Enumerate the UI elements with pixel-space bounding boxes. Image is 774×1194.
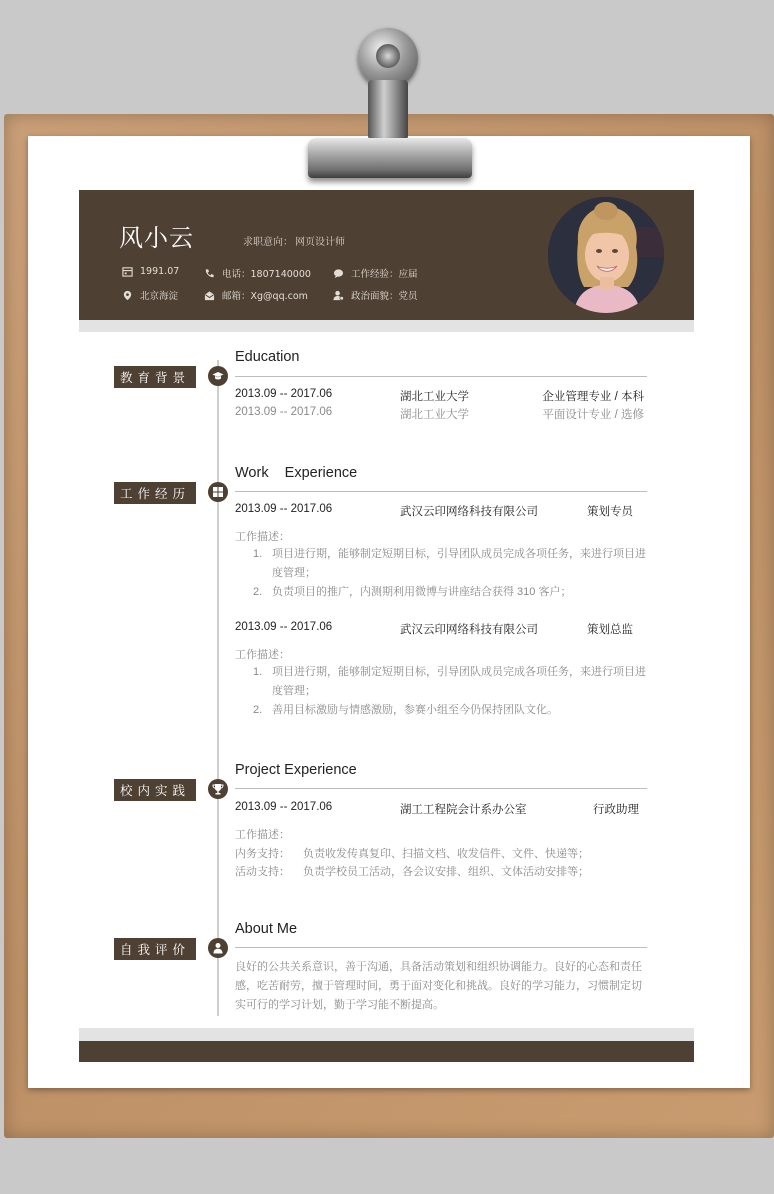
job-intent-value: 网页设计师 xyxy=(295,237,345,248)
project-role: 行政助理 xyxy=(593,804,639,816)
project-desc-label: 工作描述： xyxy=(235,829,290,841)
footer-grey-bar xyxy=(79,1028,694,1041)
education-school: 湖北工业大学 xyxy=(400,409,469,421)
header-bottom-bar xyxy=(79,320,694,332)
project-line-1-text: 负责收发传真复印、扫描文档、收发信件、文件、快递等； xyxy=(303,848,589,860)
windows-icon xyxy=(212,486,224,498)
resume-header xyxy=(79,190,694,320)
education-date: 2013.09 -- 2017.06 xyxy=(235,406,333,418)
project-line-1 xyxy=(235,845,589,861)
project-date: 2013.09 -- 2017.06 xyxy=(235,801,333,813)
tag-work: 工作经历 xyxy=(114,482,196,504)
education-school: 湖北工业大学 xyxy=(400,391,469,403)
work-title: Work Experience xyxy=(235,465,358,481)
item-text: 项目进行期，能够制定短期目标，引导团队成员完成各项任务，来进行项目进度管理； xyxy=(272,548,646,579)
item-number: 1. xyxy=(253,548,263,560)
location-text: 北京海淀 xyxy=(140,291,179,302)
location-info xyxy=(122,288,178,302)
item-number: 1. xyxy=(253,666,263,678)
education-node xyxy=(208,366,228,386)
clip-base xyxy=(308,138,472,178)
project-line-1-label: 内务支持： xyxy=(235,848,290,860)
politics-text: 政治面貌：党员 xyxy=(351,291,418,302)
mail-icon xyxy=(204,290,215,301)
job-date: 2013.09 -- 2017.06 xyxy=(235,621,333,633)
birth-date: 1991.07 xyxy=(140,266,180,277)
job-desc-label: 工作描述： xyxy=(235,531,290,543)
tag-about: 自我评价 xyxy=(114,938,196,960)
project-line-2-text: 负责学校员工活动，各会议安排、组织、文体活动安排等； xyxy=(303,866,589,878)
email-info xyxy=(204,288,308,302)
work-rule xyxy=(235,491,647,492)
job-intent-label: 求职意向： xyxy=(243,237,293,248)
chat-icon xyxy=(333,268,344,279)
about-text: 良好的公共关系意识，善于沟通，具备活动策划和组织协调能力。良好的心态和责任感，吃苦耐劳，擅于管理时间，勇于面对变化和挑战。良好的学习能力，习惯制定切实可行的学习计划，勤于学习能不断提高。 xyxy=(235,961,642,1011)
job-desc-item xyxy=(253,663,653,701)
project-line-2-label: 活动支持： xyxy=(235,866,290,878)
clip-stem xyxy=(368,80,408,140)
item-text: 项目进行期，能够制定短期目标，引导团队成员完成各项任务，来进行项目进度管理； xyxy=(272,666,646,697)
education-major: 平面设计专业 / 选修 xyxy=(542,409,644,421)
about-rule xyxy=(235,947,647,948)
job-desc-item xyxy=(253,583,653,602)
project-rule xyxy=(235,788,647,789)
email-text: 邮箱：Xg@qq.com xyxy=(222,291,308,302)
clip-ring xyxy=(358,28,418,88)
project-node xyxy=(208,779,228,799)
user-icon xyxy=(333,290,344,301)
job-company: 武汉云印网络科技有限公司 xyxy=(400,624,538,636)
about-node xyxy=(208,938,228,958)
work-node xyxy=(208,482,228,502)
item-text: 负责项目的推广，内测期利用微博与讲座结合获得 310 客户； xyxy=(272,586,572,598)
phone-text: 电话：1807140000 xyxy=(222,269,311,280)
tag-project: 校内实践 xyxy=(114,779,196,801)
experience-text: 工作经验：应届 xyxy=(351,269,418,280)
experience-info xyxy=(333,266,418,280)
trophy-icon xyxy=(212,783,224,795)
about-title: About Me xyxy=(235,921,298,937)
avatar xyxy=(548,197,664,313)
job-desc-label: 工作描述： xyxy=(235,649,290,661)
item-text: 善用目标激励与情感激励，参赛小组至今仍保持团队文化。 xyxy=(272,704,558,716)
tag-education: 教育背景 xyxy=(114,366,196,388)
item-number: 2. xyxy=(253,586,263,598)
phone-info xyxy=(204,266,311,280)
education-title: Education xyxy=(235,349,300,365)
education-major: 企业管理专业 / 本科 xyxy=(542,391,644,403)
calendar-icon xyxy=(122,266,133,277)
politics-info xyxy=(333,288,418,302)
item-number: 2. xyxy=(253,704,263,716)
footer-brown-bar xyxy=(79,1041,694,1062)
avatar-photo xyxy=(548,197,664,313)
job-date: 2013.09 -- 2017.06 xyxy=(235,503,333,515)
job-role: 策划总监 xyxy=(587,624,633,636)
location-icon xyxy=(122,290,133,301)
job-intent xyxy=(243,233,345,248)
job-desc-item xyxy=(253,701,653,720)
education-date: 2013.09 -- 2017.06 xyxy=(235,388,333,400)
binder-clip xyxy=(296,20,478,180)
project-line-2 xyxy=(235,863,589,879)
job-company: 武汉云印网络科技有限公司 xyxy=(400,506,538,518)
candidate-name: 风小云 xyxy=(119,224,194,252)
graduation-cap-icon xyxy=(212,370,224,382)
timeline-line xyxy=(217,360,219,1016)
job-desc-item xyxy=(253,545,653,583)
person-icon xyxy=(212,942,224,954)
project-org: 湖工工程院会计系办公室 xyxy=(400,804,527,816)
job-role: 策划专员 xyxy=(587,506,633,518)
birth-info xyxy=(122,266,179,277)
education-rule xyxy=(235,376,647,377)
phone-icon xyxy=(204,268,215,279)
project-title: Project Experience xyxy=(235,762,357,778)
